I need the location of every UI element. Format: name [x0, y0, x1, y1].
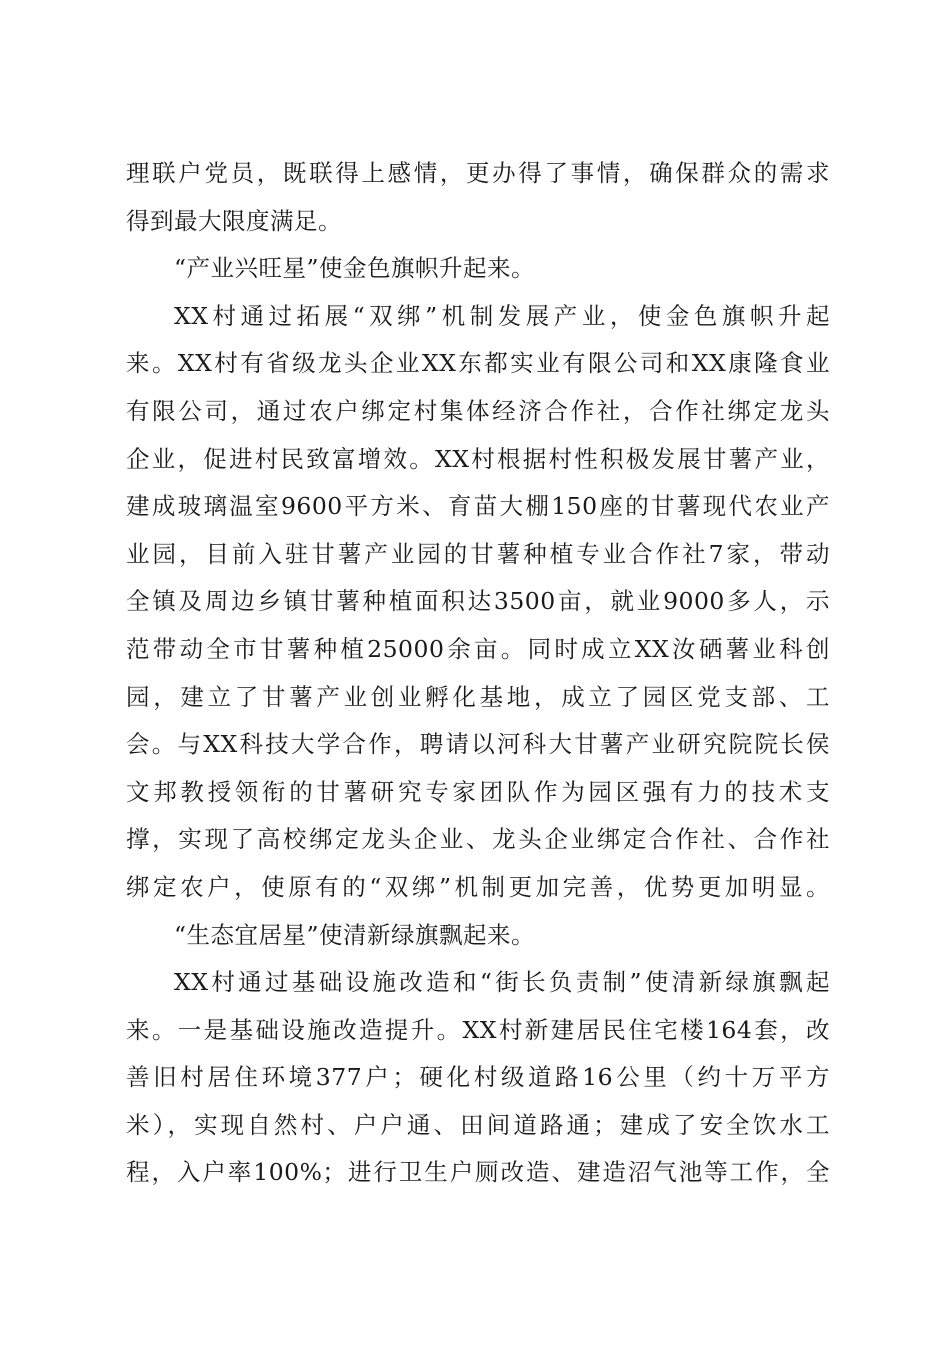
text-line: 来。一是基础设施改造提升。XX村新建居民住宅楼164套，改: [126, 1015, 830, 1044]
section-heading: “产业兴旺星”使金色旗帜升起来。: [174, 254, 536, 283]
text-line: XX村通过拓展“双绑”机制发展产业，使金色旗帜升起: [174, 301, 830, 330]
text-line: 撑，实现了高校绑定龙头企业、龙头企业绑定合作社、合作社: [126, 825, 830, 854]
text-line: XX村通过基础设施改造和“街长负责制”使清新绿旗飘起: [174, 968, 830, 997]
section-heading: “生态宜居星”使清新绿旗飘起来。: [174, 920, 536, 949]
text-line: 米），实现自然村、户户通、田间道路通；建成了安全饮水工: [126, 1110, 830, 1139]
text-line: 业园，目前入驻甘薯产业园的甘薯种植专业合作社7家，带动: [126, 539, 830, 568]
text-line: 有限公司，通过农户绑定村集体经济合作社，合作社绑定龙头: [126, 396, 830, 425]
text-line: 全镇及周边乡镇甘薯种植面积达3500亩，就业9000多人，示: [126, 587, 830, 616]
text-line: 得到最大限度满足。: [126, 206, 342, 235]
text-line: 企业，促进村民致富增效。XX村根据村性积极发展甘薯产业，: [126, 444, 830, 473]
text-line: 园，建立了甘薯产业创业孵化基地，成立了园区党支部、工: [126, 682, 830, 711]
text-line: 来。XX村有省级龙头企业XX东都实业有限公司和XX康隆食业: [126, 349, 830, 378]
body-text: [126, 150, 830, 1197]
text-line: 理联户党员，既联得上感情，更办得了事情，确保群众的需求: [126, 159, 830, 187]
text-line: 会。与XX科技大学合作，聘请以河科大甘薯产业研究院院长侯: [126, 730, 830, 759]
text-line: 程，入户率100%；进行卫生户厕改造、建造沼气池等工作，全: [126, 1158, 830, 1187]
text-line: 文邦教授领衔的甘薯研究专家团队作为园区强有力的技术支: [126, 777, 830, 806]
text-line: 建成玻璃温室9600平方米、育苗大棚150座的甘薯现代农业产: [126, 492, 830, 521]
text-line: 绑定农户，使原有的“双绑”机制更加完善，优势更加明显。: [126, 872, 830, 901]
text-line: 范带动全市甘薯种植25000余亩。同时成立XX汝硒薯业科创: [126, 634, 830, 663]
text-line: 善旧村居住环境377户；硬化村级道路16公里（约十万平方: [126, 1063, 830, 1092]
